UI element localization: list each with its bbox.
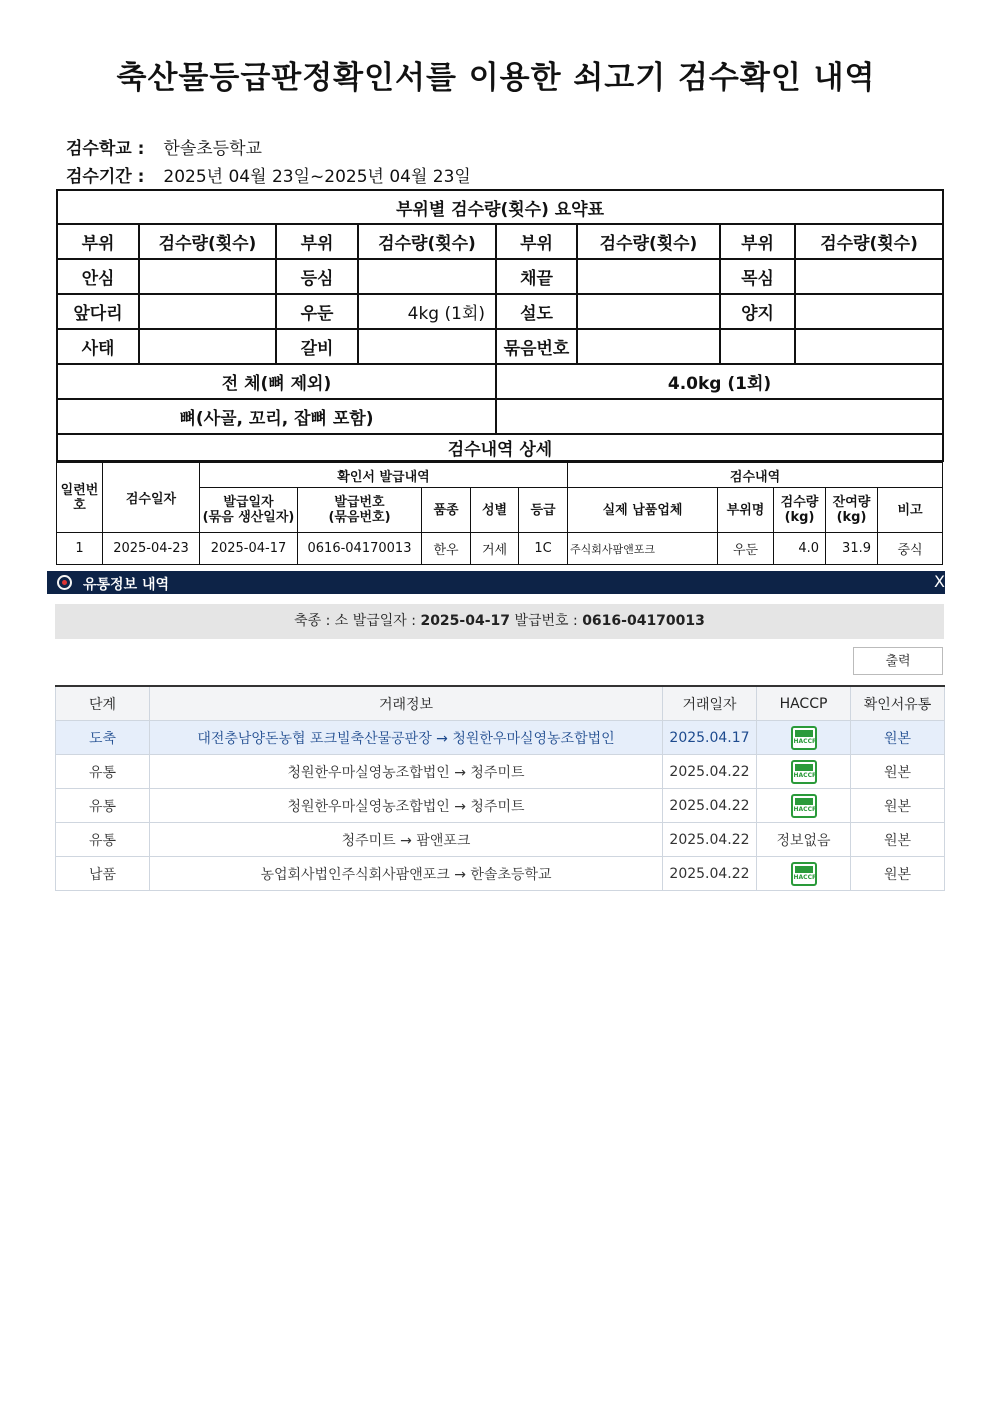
distribution-table <box>55 685 945 891</box>
cert-flow: 원본 <box>851 823 945 857</box>
distribution-row[interactable] <box>56 857 945 891</box>
cert-banner: 축종 : 소 발급일자 : 2025-04-17 발급번호 : 0616-04170013 <box>55 604 944 639</box>
part-qty <box>795 259 943 294</box>
part-qty <box>577 329 720 364</box>
haccp-cell <box>757 721 851 755</box>
total-label: 전 체(뼈 제외) <box>57 364 496 399</box>
stage: 유통 <box>56 823 150 857</box>
part-name <box>720 329 795 364</box>
detail-date: 2025-04-23 <box>103 533 200 565</box>
part-qty <box>139 294 276 329</box>
trade-date: 2025.04.22 <box>663 857 757 891</box>
period-info <box>66 162 471 187</box>
part-name: 양지 <box>720 294 795 329</box>
detail-no: 1 <box>57 533 103 565</box>
school-label: 검수학교 : <box>66 139 145 159</box>
header-haccp: HACCP <box>757 686 851 721</box>
header-trade-date: 거래일자 <box>663 686 757 721</box>
detail-remain: 31.9 <box>826 533 878 565</box>
detail-header-issue-date: 발급일자 (묶음 생산일자) <box>200 488 298 533</box>
trade-info[interactable]: 대전충남양돈농협 포크빌축산물공판장 → 청원한우마실영농조합법인 <box>150 721 663 755</box>
part-name: 사태 <box>57 329 139 364</box>
page-title: 축산물등급판정확인서를 이용한 쇠고기 검수확인 내역 <box>116 60 876 96</box>
header-part: 부위 <box>276 224 358 259</box>
bone-value <box>496 399 943 434</box>
detail-sex: 거세 <box>471 533 519 565</box>
trade-info[interactable]: 청주미트 → 팜앤포크 <box>150 823 663 857</box>
distribution-row[interactable] <box>56 721 945 755</box>
header-qty: 검수량(횟수) <box>577 224 720 259</box>
detail-header-cert: 확인서 발급내역 <box>200 463 568 488</box>
panel-title: 유통정보 내역 <box>83 577 170 593</box>
cert-flow: 원본 <box>851 755 945 789</box>
part-qty <box>358 259 496 294</box>
detail-title: 검수내역 상세 <box>57 434 943 461</box>
distribution-row[interactable] <box>56 755 945 789</box>
part-qty <box>795 294 943 329</box>
detail-header-insp: 검수내역 <box>568 463 943 488</box>
detail-issue-no: 0616-04170013 <box>298 533 422 565</box>
detail-breed: 한우 <box>422 533 471 565</box>
panel-logo-icon <box>57 575 72 590</box>
detail-header-note: 비고 <box>878 488 943 533</box>
stage: 유통 <box>56 755 150 789</box>
summary-header-row <box>57 224 943 259</box>
trade-date: 2025.04.17 <box>663 721 757 755</box>
trade-date: 2025.04.22 <box>663 755 757 789</box>
detail-header-sex: 성별 <box>471 488 519 533</box>
summary-row <box>57 294 943 329</box>
stage: 납품 <box>56 857 150 891</box>
stage: 도축 <box>56 721 150 755</box>
bone-label: 뼈(사골, 꼬리, 잡뼈 포함) <box>57 399 496 434</box>
trade-info[interactable]: 농업회사법인주식회사팜앤포크 → 한솔초등학교 <box>150 857 663 891</box>
total-value: 4.0kg (1회) <box>496 364 943 399</box>
header-part: 부위 <box>57 224 139 259</box>
detail-row <box>57 533 943 565</box>
part-name: 앞다리 <box>57 294 139 329</box>
header-trade-info: 거래정보 <box>150 686 663 721</box>
trade-date: 2025.04.22 <box>663 789 757 823</box>
summary-row <box>57 329 943 364</box>
banner-issue-no: 0616-04170013 <box>582 613 705 629</box>
header-part: 부위 <box>496 224 577 259</box>
period-value: 2025년 04월 23일~2025년 04월 23일 <box>163 167 471 187</box>
header-qty: 검수량(횟수) <box>795 224 943 259</box>
part-name: 설도 <box>496 294 577 329</box>
haccp-badge-icon: HACCP <box>791 760 817 784</box>
haccp-cell <box>757 857 851 891</box>
trade-info[interactable]: 청원한우마실영농조합법인 → 청주미트 <box>150 755 663 789</box>
part-name: 등심 <box>276 259 358 294</box>
cert-flow: 원본 <box>851 721 945 755</box>
detail-header-breed: 품종 <box>422 488 471 533</box>
stage: 유통 <box>56 789 150 823</box>
cert-flow: 원본 <box>851 857 945 891</box>
part-qty <box>577 259 720 294</box>
summary-title: 부위별 검수량(횟수) 요약표 <box>57 190 943 224</box>
header-cert-flow: 확인서유통 <box>851 686 945 721</box>
header-qty: 검수량(횟수) <box>358 224 496 259</box>
part-name: 안심 <box>57 259 139 294</box>
detail-header-no: 일련번호 <box>57 463 103 533</box>
distribution-row[interactable] <box>56 789 945 823</box>
close-icon[interactable]: X <box>934 572 945 591</box>
part-name: 우둔 <box>276 294 358 329</box>
school-info <box>66 134 262 159</box>
summary-row <box>57 259 943 294</box>
header-stage: 단계 <box>56 686 150 721</box>
detail-note: 중식 <box>878 533 943 565</box>
distribution-row[interactable] <box>56 823 945 857</box>
total-row <box>57 364 943 399</box>
detail-header-date: 검수일자 <box>103 463 200 533</box>
haccp-status: 정보없음 <box>757 823 851 857</box>
header-part: 부위 <box>720 224 795 259</box>
trade-info[interactable]: 청원한우마실영농조합법인 → 청주미트 <box>150 789 663 823</box>
part-qty <box>358 329 496 364</box>
detail-header-qty: 검수량 (kg) <box>774 488 826 533</box>
part-name: 채끝 <box>496 259 577 294</box>
summary-table <box>56 189 944 462</box>
part-qty <box>577 294 720 329</box>
school-value: 한솔초등학교 <box>163 139 262 159</box>
detail-table <box>56 462 943 565</box>
haccp-cell <box>757 755 851 789</box>
header-qty: 검수량(횟수) <box>139 224 276 259</box>
detail-issue-date: 2025-04-17 <box>200 533 298 565</box>
haccp-badge-icon: HACCP <box>791 726 817 750</box>
cert-flow: 원본 <box>851 789 945 823</box>
part-qty <box>795 329 943 364</box>
detail-qty: 4.0 <box>774 533 826 565</box>
part-qty <box>139 329 276 364</box>
part-name: 갈비 <box>276 329 358 364</box>
bone-row <box>57 399 943 434</box>
trade-date: 2025.04.22 <box>663 823 757 857</box>
detail-header-vendor: 실제 납품업체 <box>568 488 718 533</box>
detail-header-issue-no: 발급번호 (묶음번호) <box>298 488 422 533</box>
distribution-panel-header <box>47 571 945 594</box>
haccp-badge-icon: HACCP <box>791 794 817 818</box>
part-qty: 4kg (1회) <box>358 294 496 329</box>
detail-part: 우둔 <box>718 533 774 565</box>
part-name: 목심 <box>720 259 795 294</box>
haccp-badge-icon: HACCP <box>791 862 817 886</box>
detail-header-grade: 등급 <box>519 488 568 533</box>
print-button[interactable]: 출력 <box>853 647 943 675</box>
part-name: 묶음번호 <box>496 329 577 364</box>
banner-issue-date: 2025-04-17 <box>420 613 511 629</box>
detail-header-part: 부위명 <box>718 488 774 533</box>
detail-grade: 1C <box>519 533 568 565</box>
distribution-header-row <box>56 686 945 721</box>
period-label: 검수기간 : <box>66 167 145 187</box>
haccp-cell <box>757 789 851 823</box>
detail-vendor: 주식회사팜앤포크 <box>568 533 718 565</box>
part-qty <box>139 259 276 294</box>
detail-header-remain: 잔여량 (kg) <box>826 488 878 533</box>
